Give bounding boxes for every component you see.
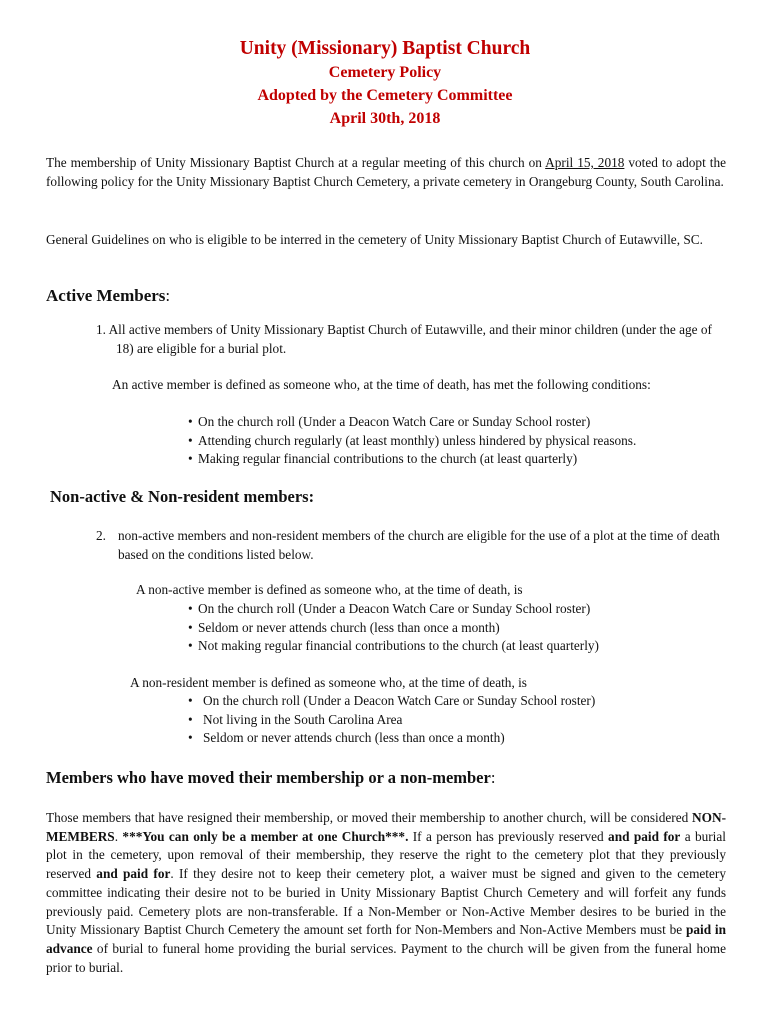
- active-heading-text: Active Members: [46, 286, 166, 305]
- moved-text-2: .: [114, 828, 123, 844]
- moved-text-4: a burial plot in the cemetery, upon removal of their membership, they reserve the right to the cemetery plot that they previously reserved: [46, 828, 726, 882]
- list-item: • On the church roll (Under a Deacon Watch Care or Sunday School roster): [188, 600, 728, 619]
- nonactive-heading: Non-active & Non-resident members:: [50, 487, 315, 506]
- policy-date: April 30th, 2018: [329, 110, 441, 127]
- nonresident-definition: A non-resident member is defined as someone who, at the time of death, is: [130, 675, 527, 690]
- list-item: • Seldom or never attends church (less than once a month): [188, 729, 728, 748]
- moved-bold-non-members: NON-MEMBERS: [46, 810, 726, 844]
- list-item: • Not living in the South Carolina Area: [188, 711, 728, 730]
- moved-text-5: . If they desire not to keep their cemetery plot, a waiver must be signed and given to the cemetery committee indicating their desire not to be buried in Unity Missionary Baptist Church Cemetery and will forfeit any funds previously paid. Cemetery plots are non-transferable. If a Non-Member or Non-Active Member desires to be buried in the Unity Missionary Baptist Church Cemetery the amount set forth for Non-Members and Non-Active Members must be: [46, 866, 726, 938]
- policy-subtitle: Cemetery Policy: [328, 64, 442, 81]
- list-item: • Seldom or never attends church (less than once a month): [188, 619, 728, 638]
- nonactive-conditions-list: [188, 600, 728, 656]
- moved-heading-text: Members who have moved their membership or a non-member: [46, 768, 491, 787]
- moved-text-1: Those members that have resigned their membership, or moved their membership to another church, will be considered: [46, 810, 693, 825]
- item-2-number: 2.: [96, 528, 106, 543]
- list-item: • On the church roll (Under a Deacon Watch Care or Sunday School roster): [188, 692, 728, 711]
- moved-text-3: If a person has previously reserved: [408, 828, 609, 844]
- moved-membership-heading: [46, 768, 495, 788]
- nonresident-conditions-list: [188, 692, 728, 748]
- meeting-date: April 15, 2018: [545, 155, 625, 170]
- list-item: • Attending church regularly (at least monthly) unless hindered by physical reasons.: [188, 432, 728, 451]
- list-item: • Making regular financial contributions to the church (at least quarterly): [188, 450, 728, 469]
- church-title: Unity (Missionary) Baptist Church: [239, 38, 531, 59]
- moved-bold-paid-for-2: and paid for: [96, 866, 171, 882]
- active-conditions-list: [188, 413, 728, 469]
- moved-bold-paid-for-1: and paid for: [608, 828, 681, 844]
- moved-text-6: of burial to funeral home providing the burial services. Payment to the church will be given from the funeral home prior to burial.: [46, 940, 726, 975]
- active-heading-colon: :: [165, 286, 171, 305]
- intro-paragraph: [46, 154, 726, 191]
- active-definition: An active member is defined as someone who, at the time of death, has met the following conditions:: [112, 377, 651, 392]
- moved-bold-one-church: ***You can only be a member at one Church***.: [122, 828, 409, 844]
- moved-heading-colon: :: [490, 768, 496, 787]
- active-item-1: 1. All active members of Unity Missionary Baptist Church of Eutawville, and their minor children (under the age of 18) are eligible for a burial plot.: [96, 322, 712, 356]
- guidelines-paragraph: General Guidelines on who is eligible to be interred in the cemetery of Unity Missionary Baptist Church of Eutawville, SC.: [46, 232, 703, 247]
- intro-text-before: The membership of Unity Missionary Baptist Church at a regular meeting of this church on: [46, 155, 546, 170]
- moved-bold-paid-in-advance: paid in advance: [46, 922, 726, 956]
- adopted-by-line: Adopted by the Cemetery Committee: [257, 87, 513, 104]
- intro-text-after: voted to adopt the following policy for the Unity Missionary Baptist Church Cemetery, a private cemetery in Orangeburg County, South Carolina.: [46, 155, 727, 189]
- list-item: • On the church roll (Under a Deacon Watch Care or Sunday School roster): [188, 413, 728, 432]
- nonactive-item-2: non-active members and non-resident members of the church are eligible for the use of a plot at the time of death based on the conditions listed below.: [118, 528, 720, 562]
- nonactive-definition: A non-active member is defined as someone who, at the time of death, is: [136, 582, 523, 597]
- active-members-heading: [46, 286, 170, 306]
- list-item: • Not making regular financial contributions to the church (at least quarterly): [188, 637, 728, 656]
- moved-membership-paragraph: [46, 809, 726, 977]
